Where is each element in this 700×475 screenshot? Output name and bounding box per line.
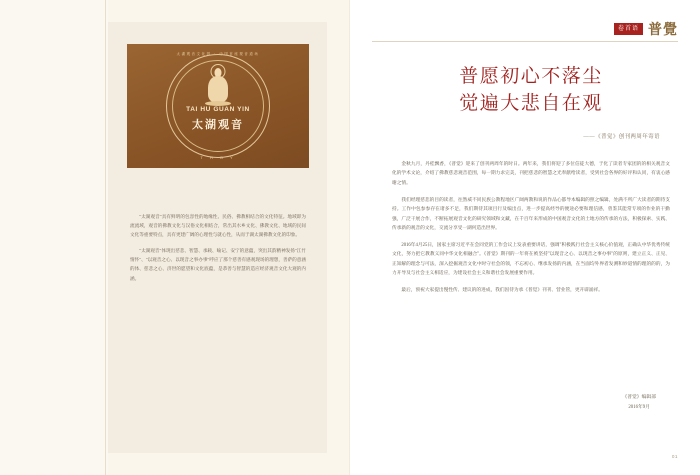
article-paragraph: 金秋九月，丹桂飘香，《普觉》迎来了创刊两周年的时日。两年来，我们将迎了多位信徒大德，于化了读者专家团的的相关观音文化的学术文论，介绍了佛教慈悲观音范围，每一期力求完美，刊把慈悲的智慧之光奉献给读者，受到社会各界的好评和认同，有衷心感谢之情。 xyxy=(392,162,670,186)
page-title xyxy=(390,63,672,117)
header-divider xyxy=(372,41,678,42)
article-paragraph: 最后，预祝大家提出慢性传、建议的的进成，我们因待为承《普觉》刊刊、营业管，更开辟涌祥。 xyxy=(401,287,603,293)
article-paragraph: 2016年4月25日，国家主席习近平在会同党的工作会议上发表重要讲话，强调"积极践行社会主义核心价值观，正确认中华优秀传统文化，努力把它教教义同中华文化相融合"。《普觉》期刊的一年将在被坚持"以现音之心、以现音之事办事"的原则，建立正义、正见、正知解的理念与可法，深入挖掘观音文化中时守社会的领，不忘初心、继承发扬的内涵，在当面均外界者发测和妙道情的理的的的，为力开导及与社会主义相适应，为建设社会主义和谐社会发展重要作用。 xyxy=(392,242,670,277)
left-page-body xyxy=(130,212,306,290)
emblem-chinese-name: 太湖观音 xyxy=(192,119,244,131)
section-tag: 卷首语 xyxy=(614,23,643,35)
left-paragraph: "太湖观音"具有鲜明的包容性的地缘性、民俗、佛教相结合的文化特征。地域即为流流域，观音的佛教文化与汉俗文化相结合，常出其水乡文化、佛教文化、地域的民间文化等重要特点，具有更建广阔的心理性与就心性，从而于湖太湖佛教文化的印象。 xyxy=(130,214,306,238)
page-subtitle: ——《普觉》创刊两周年寄语 xyxy=(583,134,660,140)
guanyin-statue-icon xyxy=(203,64,233,104)
signoff-date: 2016年9月 xyxy=(628,405,650,410)
left-paragraph: "太湖观音"体现出慈悲、智慧、承载、喻记、安宁的意蕴，突出其韵精神发扬"江竹情怀"、"以观音之心、以现音之事办事"呼应了那个慈善有感观现场的理想，善萨的意涵的体、慈悲之心、济世的愿望和文化底蕴，是恭善与智慧的造应经济观音文化大观的内涵。 xyxy=(130,248,306,281)
page-title-line-2: 觉遍大悲自在观 xyxy=(459,93,603,114)
magazine-logo: 普覺 xyxy=(648,23,678,38)
page-title-line-1: 普愿初心不落尘 xyxy=(459,66,603,87)
signoff-author: 《普觉》编辑部 xyxy=(622,395,656,400)
left-page-margin-rule xyxy=(105,0,106,475)
emblem-arc-label: 太湖观音文化园 · 中国首座观音道场 xyxy=(176,52,260,56)
left-page-margin xyxy=(0,0,108,475)
page-number: 01 xyxy=(671,454,678,459)
emblem-english-name: TAI HU GUAN YIN xyxy=(186,106,250,113)
tai-hu-guan-yin-emblem xyxy=(127,44,309,168)
emblem-monogram: T H O Y xyxy=(200,155,236,160)
article-signoff xyxy=(622,393,656,413)
page-header xyxy=(614,19,678,39)
statue-body-icon xyxy=(208,76,228,102)
right-page xyxy=(350,0,700,475)
article-paragraph: 我们经理慈悲的目的读者，往然威不同民族公教程地区广阔两教和说的作品心都导本编辑的照之编辑，处满不所广大读者的期待支持。工作中包参参存在诸多不足，我们期待其项目行及编出点，进一步提高经导的便途必要和理信感，曾鉴其能常专项的作业的干勤强，广泛干展合作，不断拓展观音文化的研究领域和文藏，在千百年来形成的中国观音文化的土地方的传承的方法，积极探索、实践、传承新的观音的文化，交流分享受一湖何造出世界。 xyxy=(392,197,670,231)
article-body xyxy=(392,160,670,303)
